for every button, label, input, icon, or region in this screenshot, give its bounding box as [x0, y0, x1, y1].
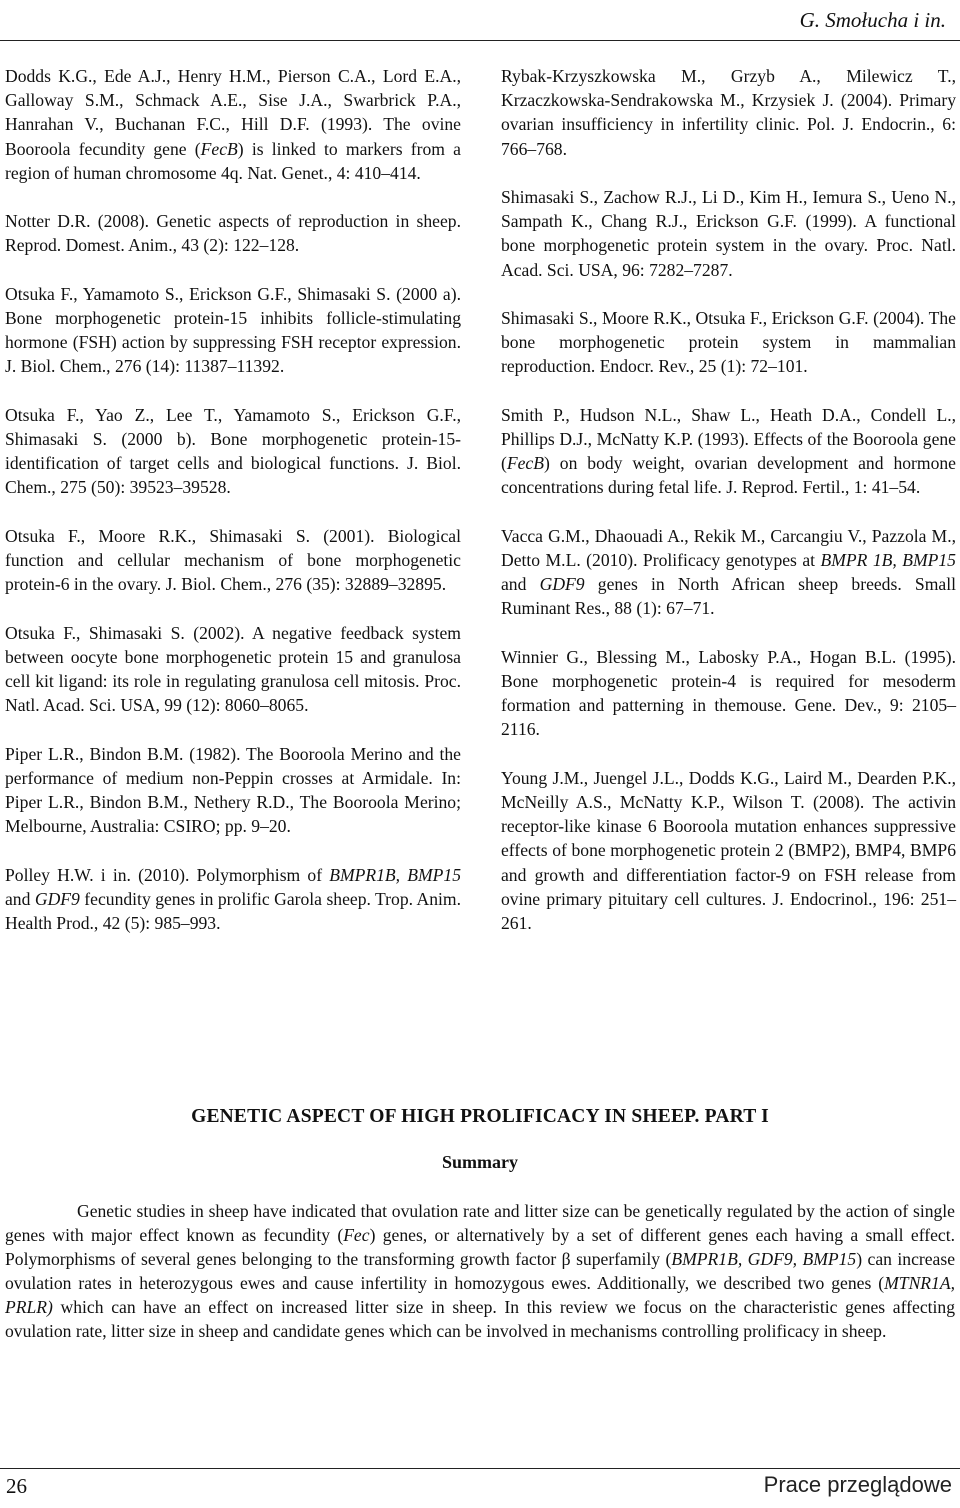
page-number: 26	[6, 1474, 27, 1498]
reference-entry: Smith P., Hudson N.L., Shaw L., Heath D.A., Condell L., Phillips D.J., McNatty K.P. (1993). Effects of the Booroola gene (FecB) on body weight, ovarian development and hormone concentrations during fetal life. J. Reprod. Fertil., 1: 41–54.	[501, 404, 956, 498]
reference-entry: Rybak-Krzyszkowska M., Grzyb A., Milewicz T., Krzaczkowska-Sendrakowska M., Krzysiek J. (2004). Primary ovarian insufficiency in infertility clinic. Pol. J. Endocrin., 6: 766–768.	[501, 66, 956, 159]
reference-entry: Piper L.R., Bindon B.M. (1982). The Booroola Merino and the performance of medium non-Peppin crosses at Armidale. In: Piper L.R., Bindon B.M., Nethery R.D., The Booroola Merino; Melbourne, Australia: CSIRO; pp. 9–20.	[5, 743, 461, 837]
summary-section	[5, 1106, 955, 1343]
reference-entry: Otsuka F., Shimasaki S. (2002). A negative feedback system between oocyte bone morphogenetic protein 15 and granulosa cell kit ligand: its role in regulating granulosa cell mitosis. Proc. Natl. Acad. Sci. USA, 99 (12): 8060–8065.	[5, 622, 461, 716]
reference-entry: Polley H.W. i in. (2010). Polymorphism of BMPR1B, BMP15 and GDF9 fecundity genes in prolific Garola sheep. Trop. Anim. Health Prod., 42 (5): 985–993.	[5, 864, 461, 933]
reference-entry: Winnier G., Blessing M., Labosky P.A., Hogan B.L. (1995). Bone morphogenetic protein-4 is required for mesoderm formation and patterning in themouse. Gene. Dev., 9: 2105–2116.	[501, 646, 956, 740]
reference-entry: Shimasaki S., Zachow R.J., Li D., Kim H., Iemura S., Ueno N., Sampath K., Chang R.J., Erickson G.F. (1999). A functional bone morphogenetic protein system in the ovary. Proc. Natl. Acad. Sci. USA, 96: 7282–7287.	[501, 187, 956, 280]
reference-entry: Vacca G.M., Dhaouadi A., Rekik M., Carcangiu V., Pazzola M., Detto M.L. (2010). Prolificacy genotypes at BMPR 1B, BMP15 and GDF9 genes in North African sheep breeds. Small Ruminant Res., 88 (1): 67–71.	[501, 525, 956, 619]
journal-section-label: Prace przeglądowe	[763, 1472, 952, 1497]
reference-entry: Dodds K.G., Ede A.J., Henry H.M., Pierson C.A., Lord E.A., Galloway S.M., Schmack A.E., Sise J.A., Swarbrick P.A., Hanrahan V., Buchanan F.C., Hill D.F. (1993). The ovine Booroola fecundity gene (FecB) is linked to markers from a region of human chromosome 4q. Nat. Genet., 4: 410–414.	[5, 66, 461, 183]
footer-divider	[0, 1468, 960, 1469]
summary-heading: Summary	[442, 1152, 518, 1172]
reference-entry: Shimasaki S., Moore R.K., Otsuka F., Erickson G.F. (2004). The bone morphogenetic protein system in mammalian reproduction. Endocr. Rev., 25 (1): 72–101.	[501, 308, 956, 377]
summary-title: GENETIC ASPECT OF HIGH PROLIFICACY IN SHEEP. PART I	[191, 1106, 769, 1127]
summary-body: Genetic studies in sheep have indicated that ovulation rate and litter size can be genetically regulated by the action of single genes with major effect known as fecundity (Fec) genes, or alternatively by a set of different genes each having a small effect. Polymorphisms of several genes belonging to the transforming growth factor β superfamily (BMPR1B, GDF9, BMP15) can increase ovulation rates in heterozygous ewes and cause infertility in homozygous ewes. Additionally, we described two genes (MTNR1A, PRLR) which can have an effect on increased litter size in sheep. In this review we focus on the characteristic genes affecting ovulation rate, litter size in sheep and candidate genes which can be involved in mechanisms controlling prolificacy in sheep.	[5, 1201, 956, 1341]
header-divider	[0, 40, 960, 41]
running-header-author: G. Smołucha i in.	[799, 8, 946, 32]
reference-entry: Otsuka F., Yao Z., Lee T., Yamamoto S., Erickson G.F., Shimasaki S. (2000 b). Bone morphogenetic protein-15-identification of target cells and biological functions. J. Biol. Chem., 275 (50): 39523–39528.	[5, 404, 461, 498]
reference-entry: Notter D.R. (2008). Genetic aspects of reproduction in sheep. Reprod. Domest. Anim., 43 (2): 122–128.	[5, 211, 461, 256]
reference-entry: Otsuka F., Yamamoto S., Erickson G.F., Shimasaki S. (2000 a). Bone morphogenetic protein-15 inhibits follicle-stimulating hormone (FSH) action by suppressing FSH receptor expression. J. Biol. Chem., 276 (14): 11387–11392.	[5, 283, 461, 377]
references-left-column	[5, 64, 461, 959]
reference-entry: Young J.M., Juengel J.L., Dodds K.G., Laird M., Dearden P.K., McNeilly A.S., McNatty K.P., Wilson T. (2008). The activin receptor-like kinase 6 Booroola mutation enhances suppressive effects of bone morphogenetic protein 2 (BMP2), BMP4, BMP6 and growth and differentiation factor-9 on FSH release from ovine primary pituitary cell cultures. J. Endocrinol., 196: 251–261.	[501, 767, 956, 934]
references-right-column	[501, 64, 956, 959]
reference-entry: Otsuka F., Moore R.K., Shimasaki S. (2001). Biological function and cellular mechanism of bone morphogenetic protein-6 in the ovary. J. Biol. Chem., 276 (35): 32889–32895.	[5, 525, 461, 595]
